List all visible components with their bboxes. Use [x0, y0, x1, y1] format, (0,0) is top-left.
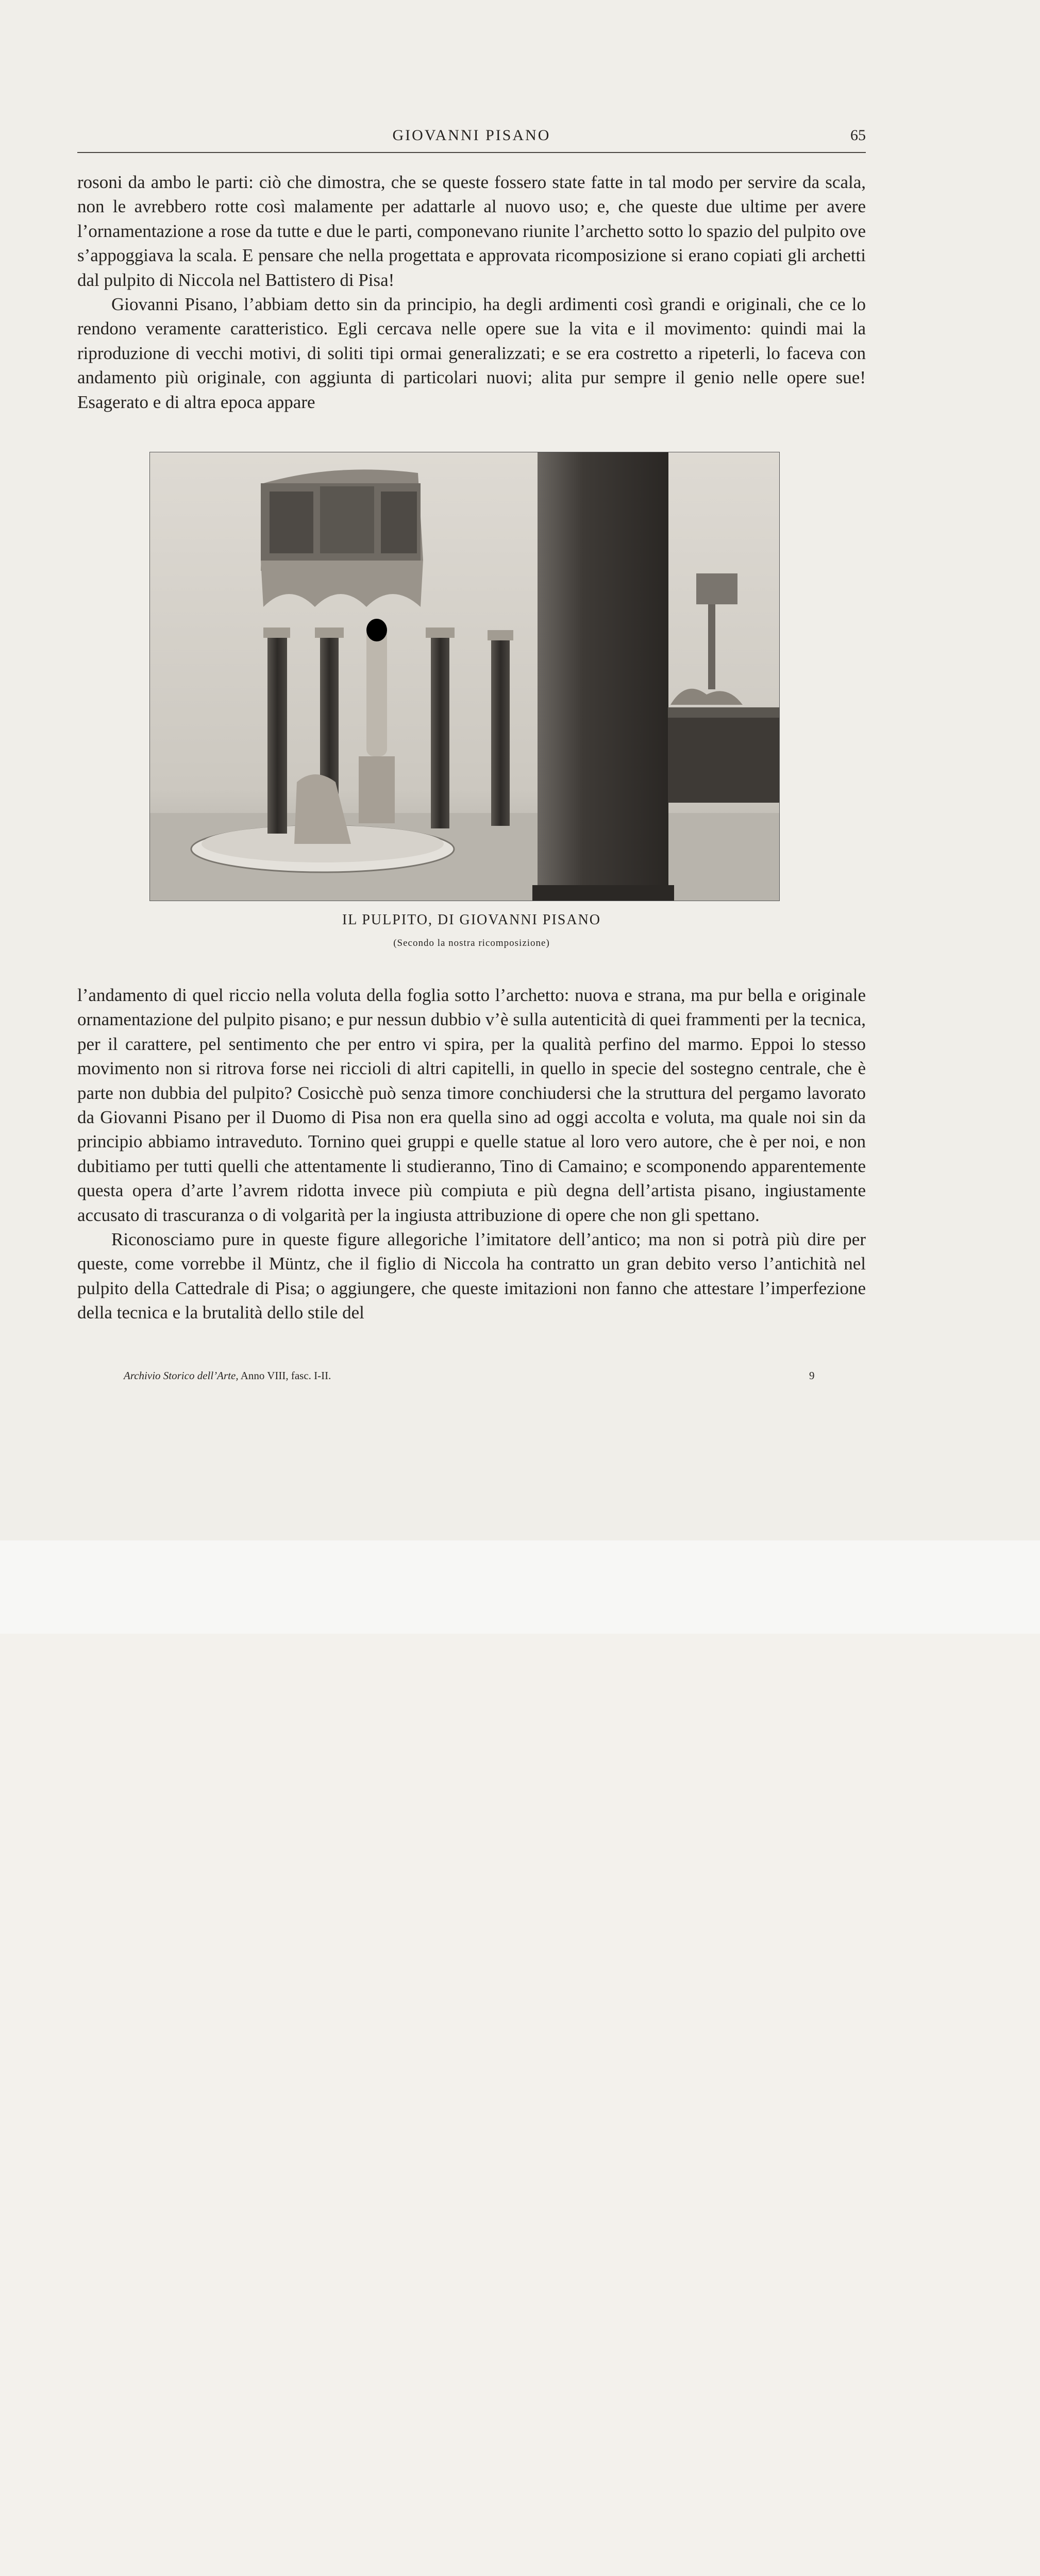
journal-issue: Anno VIII, fasc. I-II.	[240, 1369, 331, 1382]
paragraph: Riconosciamo pure in queste figure allegoriche l’imitatore dell’antico; ma non si potrà più dire per queste, come vorrebbe il Müntz, che il figlio di Niccola ha contratto un gran debito verso l’antichità nel pulpito della Cattedrale di Pisa; o aggiungere, che queste imitazioni non fanno che attestare l’imperfezione della tecnica e la brutalità dello stile del	[77, 1229, 866, 1323]
body-text-top	[77, 170, 866, 414]
journal-title: Archivio Storico dell’Arte,	[124, 1369, 239, 1382]
page-number: 65	[850, 127, 866, 144]
paragraph: rosoni da ambo le parti: ciò che dimostra, che se queste fossero state fatte in tal modo per servire da scala, non le avrebbero rotte così malamente per adattarle al nuovo uso; e, che queste due ultime per avere l’ornamentazione a rose da tutte e due le parti, componevano riunite l’archetto sotto lo spazio del pulpito ove s’appoggiava la scala. E pensare che nella progettata e approvata ricomposizione si erano copiati gli archetti dal pulpito di Niccola nel Battistero di Pisa!	[77, 172, 866, 290]
sheet-number: 9	[809, 1369, 815, 1382]
running-title: GIOVANNI PISANO	[392, 127, 551, 144]
body-text-bottom	[77, 983, 866, 1325]
digitization-footer	[0, 1540, 1040, 1634]
paragraph: l’andamento di quel riccio nella voluta della foglia sotto l’archetto: nuova e strana, ma pur bella e originale ornamentazione del pulpito pisano; e pur nessun dubbio v’è sulla autenticità di quei frammenti per la tecnica, per il carattere, pel sentimento che per entro vi spira, per la qualità perfino del marmo. Eppoi lo stesso movimento non si ritrova forse nei riccioli di altri capitelli, in quello in specie del sostegno centrale, che è parte non dubbia del pulpito? Cosicchè può senza timore conchiudersi che la struttura del pergamo lavorato da Giovanni Pisano per il Duomo di Pisa non era quella sino ad oggi accolta e voluta, ma quale noi sin da principio abbiamo intraveduto. Tornino quei gruppi e quelle statue al loro vero autore, che è per noi, e non dubitiamo per tutti quelli che attentamente li studieranno, Tino di Camaino; e scomponendo apparentemente questa opera d’arte l’avrem ridotta invece più compiuta e più degna dell’artista pisano, ingiustamente accusato di trascuranza o di volgarità per la ingiusta attribuzione di opere che non gli spettano.	[77, 985, 866, 1225]
header-rule	[77, 152, 866, 153]
paragraph: Giovanni Pisano, l’abbiam detto sin da principio, ha degli ardimenti così grandi e originali, che ce lo rendono veramente caratteristico. Egli cercava nelle opere sue la vita e il movimento: quindi mai la riproduzione di vecchi motivi, di soliti tipi ormai generalizzati; e se era costretto a ripeterli, lo faceva con andamento più originale, con aggiunta di particolari nuovi; alita pur sempre il genio nelle opere sue! Esagerato e di altra epoca appare	[77, 294, 866, 412]
pulpit-illustration	[150, 452, 779, 901]
figure-subcaption: (Secondo la nostra ricomposizione)	[393, 938, 550, 948]
figure-caption: IL PULPITO, DI GIOVANNI PISANO	[342, 912, 601, 928]
journal-footnote	[124, 1369, 331, 1382]
pulpit-photograph	[149, 452, 780, 901]
